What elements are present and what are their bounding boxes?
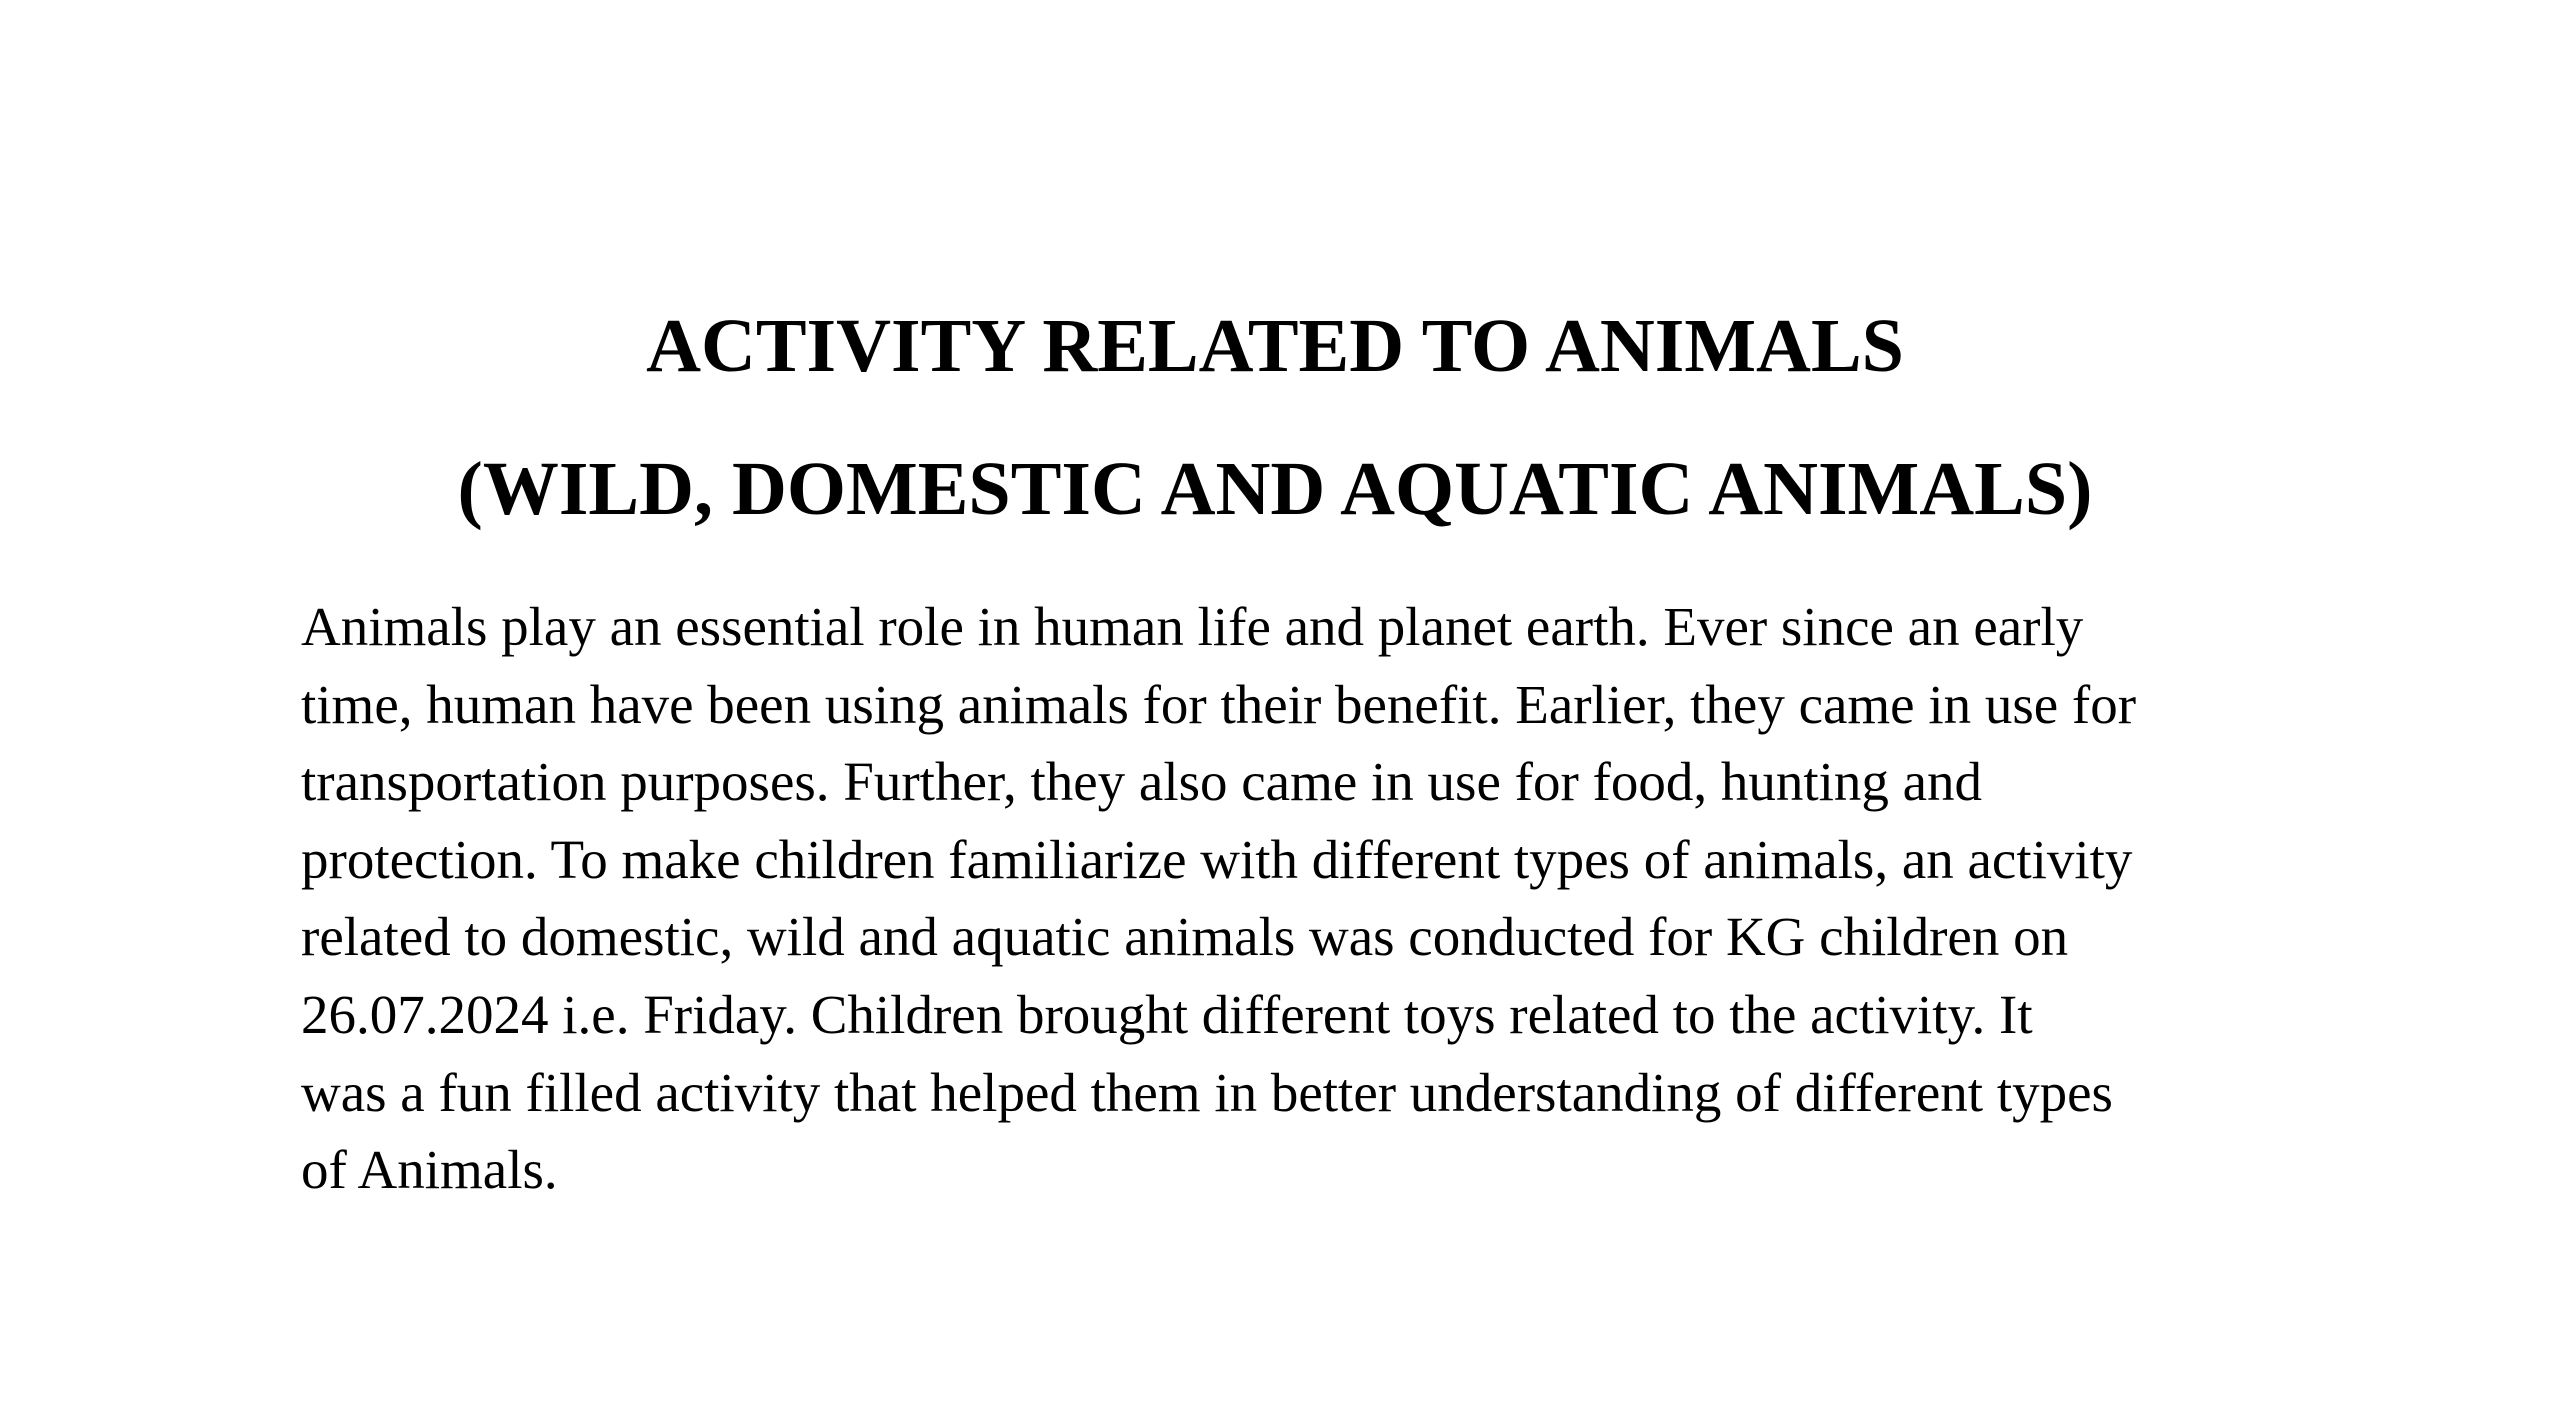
paragraph-line: related to domestic, wild and aquatic animals was conducted for KG children on — [301, 906, 2069, 968]
paragraph-line: protection. To make children familiarize with different types of animals, an activity — [301, 828, 2133, 890]
paragraph-line: of Animals. — [301, 1139, 558, 1201]
body-paragraph — [301, 588, 2311, 1209]
paragraph-line: 26.07.2024 i.e. Friday. Children brought different toys related to the activity. It — [301, 983, 2033, 1045]
paragraph-line: Animals play an essential role in human life and planet earth. Ever since an early — [301, 596, 2084, 657]
document-subtitle: (WILD, DOMESTIC AND AQUATIC ANIMALS) — [457, 447, 2093, 531]
paragraph-line: transportation purposes. Further, they also came in use for food, hunting and — [301, 751, 1983, 813]
paragraph-line: was a fun filled activity that helped them in better understanding of different types — [301, 1061, 2113, 1123]
document-title: ACTIVITY RELATED TO ANIMALS — [646, 304, 1904, 388]
paragraph-line: time, human have been using animals for their benefit. Earlier, they came in use for — [301, 673, 2137, 735]
